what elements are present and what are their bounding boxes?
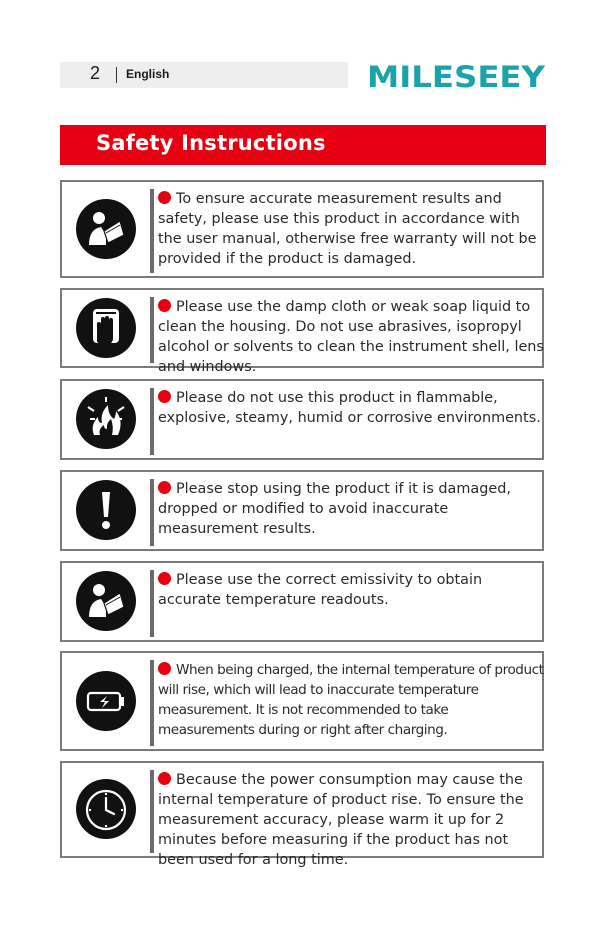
safety-item-5	[60, 561, 544, 642]
item-text	[158, 770, 544, 870]
exclamation-warning-icon	[76, 480, 136, 540]
read-manual-icon	[76, 199, 136, 259]
safety-item-3	[60, 379, 544, 460]
safety-item-2	[60, 288, 544, 375]
section-title: Safety Instructions	[96, 131, 326, 155]
item-text-content: When being charged, the internal temperature of product will rise, which will lead to inaccurate temperature measurement. It is not recommended to take measurements during or right after charging.	[158, 662, 544, 738]
page-header-tab	[60, 62, 348, 88]
battery-charging-icon	[76, 671, 136, 731]
item-text	[158, 388, 544, 428]
language-label: English	[126, 67, 170, 81]
brand-logo-text: MILESEEY	[367, 60, 546, 94]
item-text	[158, 660, 544, 740]
safety-item-6	[60, 651, 544, 751]
bullet-dot	[158, 772, 171, 785]
bullet-dot	[158, 299, 171, 312]
item-text	[158, 189, 544, 269]
flammable-explosive-icon	[76, 389, 136, 449]
header-divider	[116, 67, 117, 83]
bullet-dot	[158, 481, 171, 494]
section-banner	[60, 125, 546, 165]
safety-item-1	[60, 180, 544, 278]
item-bar	[150, 297, 154, 363]
bullet-dot	[158, 662, 171, 675]
item-bar	[150, 570, 154, 637]
safety-item-4	[60, 470, 544, 551]
item-bar	[150, 189, 154, 273]
item-text	[158, 297, 544, 377]
item-text-content: To ensure accurate measurement results and safety, please use this product in accordance with the user manual, otherwise free warranty will not be provided if the product is damaged.	[158, 191, 537, 267]
item-text-content: Please use the damp cloth or weak soap liquid to clean the housing. Do not use abrasives, isopropyl alcohol or solvents to clean the instrument shell, lens and windows.	[158, 299, 544, 375]
read-manual-icon	[76, 571, 136, 631]
bullet-dot	[158, 390, 171, 403]
brand-logo	[366, 56, 546, 96]
item-text-content: Because the power consumption may cause the internal temperature of product rise. To ensure the measurement accuracy, please warm it up for 2 minutes before measuring if the product has not been used for a long time.	[158, 772, 524, 868]
bullet-dot	[158, 572, 171, 585]
item-text-content: Please stop using the product if it is damaged, dropped or modified to avoid inaccurate measurement results.	[158, 481, 511, 537]
item-text-content: Please do not use this product in flammable, explosive, steamy, humid or corrosive environments.	[158, 390, 541, 426]
item-text-content: Please use the correct emissivity to obtain accurate temperature readouts.	[158, 572, 483, 608]
safety-item-7	[60, 761, 544, 868]
page-number: 2	[90, 63, 101, 83]
item-bar	[150, 660, 154, 746]
wipe-with-cloth-icon	[76, 298, 136, 358]
item-bar	[150, 479, 154, 546]
bullet-dot	[158, 191, 171, 204]
item-bar	[150, 770, 154, 853]
clock-icon	[76, 779, 136, 839]
item-bar	[150, 388, 154, 455]
item-text	[158, 479, 544, 539]
item-text	[158, 570, 544, 610]
